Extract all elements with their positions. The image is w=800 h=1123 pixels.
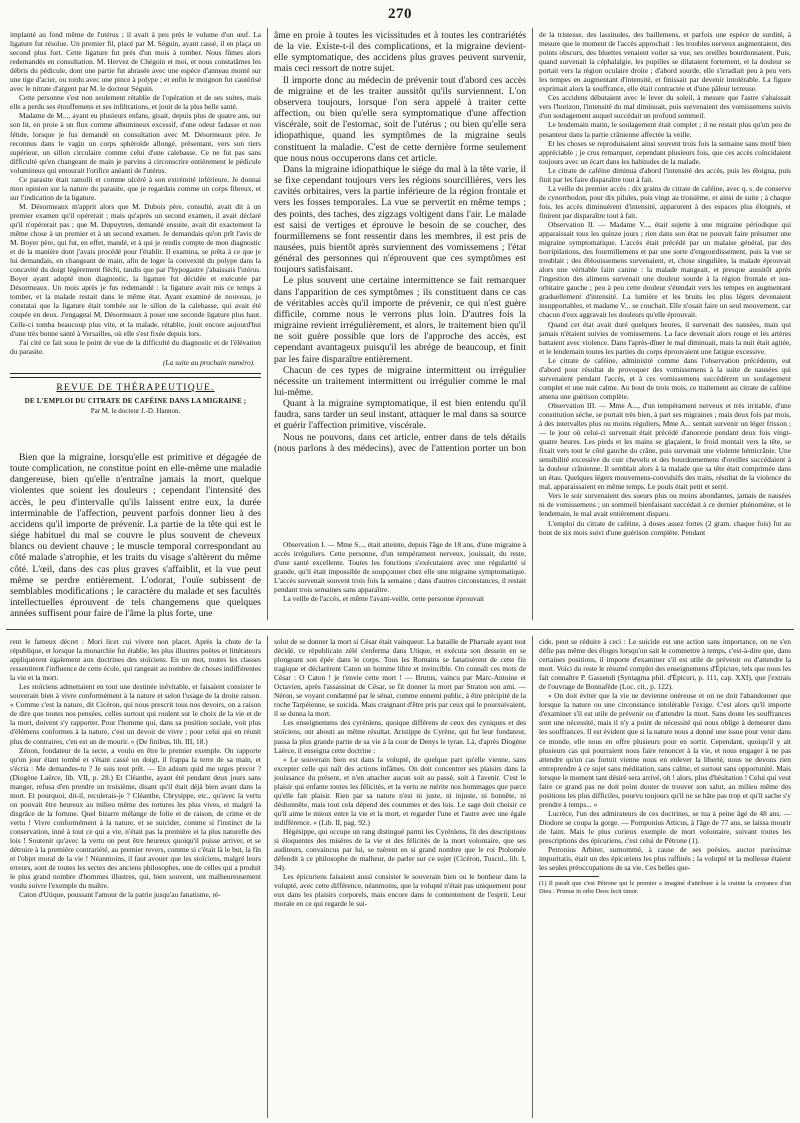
paragraph: Chacun de ces types de migraine intermittent ou irrégulier nécessite un traitement intermittent ou irrégulier comme le mal lui-même. — [274, 364, 526, 398]
paragraph: Hégésippe, qui occupe un rang distingué parmi les Cyrénïens, fit des descriptions si éloquentes des misères de la vie et des félicités de la mort volontaire, que ses auditeurs, convaincus par lui, se tuèrent en si grand nombre que le roi Ptolomée défendit à ce philosophe de malheur, de parler sur ce sujet (Cicéron, Tuscul., lib. I, 34). — [274, 826, 526, 873]
top-column-right — [539, 30, 791, 620]
top-column-middle-observation — [274, 540, 526, 620]
half-page-divider — [6, 629, 794, 630]
column-rule — [267, 28, 268, 620]
paragraph: Madame de M..., ayant eu plusieurs enfans, gisait, depuis plus de quatre ans, sur son lit, en proie à un flux comme albumineux excessif, d'une odeur fadasse et non fétide, lorsque je fus demandé en consultation avec M. Désormeaux père. Je reconnus dans le vagin un corps sphéroïde allongé, présentant, vers son tiers supérieur, un sillon circulaire comme celui d'une calebasse. Ce ne fut pas sans difficulté qu'en changeant de main je parvins à circonscrire entièrement le pédicule volumineux qui entourait l'orifice anéanti de l'utérus. — [10, 111, 261, 175]
paragraph: Le lendemain matin, le soulagement était complet ; il ne restait plus qu'un peu de pesanteur dans la partie crânienne affectée la veille. — [539, 120, 791, 139]
paragraph: J'ai cité ce fait sous le point de vue de la difficulté du diagnostic et de l'élévation du parasite. — [10, 337, 261, 356]
article-author: Par M. le docteur J.-D. Hannon. — [90, 406, 181, 415]
paragraph: Bien que la migraine, lorsqu'elle est primitive et dégagée de toute complication, ne constitue point en elle-même une maladie dangereuse, bien qu'elle n'entraîne jamais la mort, quelque violentes que soient les douleurs ; cependant l'intensité des accès, le peu d'intervalle qu'ils laissent entre eux, la durée interminable de l'affection, peuvent parfois donner lieu à des accidens qu'il importe de prévenir. La partie de la tête qui est le siége habituel du mal se couvre le plus souvent de cheveux blancs ou devient chauve ; le muscle temporal correspondant au côté malade s'atrophie, et les traits du visage s'altèrent du même côté. L'œil, dans des cas plus graves s'affaiblit, et la vue peut même se perdre entièrement. L'odorat, l'ouïe subissent de semblables modifications ; le caractère du malade et ses facultés intellectuelles éprouvent de tels changemens que quelques années suffisent pour faire de l'âme la plus forte, une — [10, 452, 261, 620]
bottom-column-right — [539, 637, 791, 1117]
paragraph: Les épicuriens faisaient aussi consister le souverain bien ou le bonheur dans la volupté, avec cette différence, néanmoins, que la volupté n'était pas uniquement pour eux dans les plaisirs corporels, mais encore dans le contentement de l'esprit. Leur morale en ce qui regarde le sui- — [274, 872, 526, 909]
paragraph: Caton d'Utique, poussant l'amour de la patrie jusqu'au fanatisme, ré- — [19, 890, 221, 900]
section-divider — [10, 373, 261, 378]
paragraph: Nous ne pouvons, dans cet article, entrer dans de tels détails (nous parlons à des médecins), avec de l'attention porter un bon — [274, 431, 526, 454]
paragraph: Observation II. — Madame V..., était sujette à une migraine périodique qui apparaissait tous les quinze jours ; rien dans son état ne pouvait faire présumer une migraine symptomatique. L'accès était précédé par un malaise général, par des horripilations, des fourmillemens et par une sorte d'engourdissement, puis la vue se troublait ; des éblouissemens survenaient, et, chose singulière, la malade éprouvait alors une véritable faim canine : la malade mangeait, et presque aussitôt après l'ingestion des alimens survenait une douleur sourde à la région frontale et sus-orbitaire gauche ; peu à peu cette douleur s'étendait vers les tempes en augmentant graduellement d'intensité. La lumière et les bruits les plus légers devenaient insupportables, et madame V... se couchait. Elle n'osait faire un seul mouvement, car chacun d'eux aggravait les douleurs qu'elle éprouvait. — [539, 219, 791, 320]
paragraph: Ces accidens débutaient avec le lever du soleil, à mesure que l'astre s'abaissait vers l'horizon, l'intensité du mal diminuait, puis survenaient des vomissemens suivis d'un soulagement auquel succédait un profond sommeil. — [539, 93, 791, 121]
page-number: 270 — [388, 6, 412, 22]
top-column-left-article — [10, 452, 261, 620]
paragraph: L'emploi du citrate de caféine, à doses assez fortes (2 gram. chaque fois) fut au bout de six mois suivi d'une guérison complète. Pendant — [539, 518, 791, 537]
paragraph: Le plus souvent une certaine intermittence se fait remarquer dans l'apparition de ces symptômes ; ils constituent dans ce cas de véritables accès qu'il importe de prévenir, ce qui n'est guère difficile, comme nous le verrons plus loin. D'autres fois la migraine revient irrégulièrement, et alors, le traitement bien qu'il ne soit guère possible que lors de l'approche des accès, est cependant avantageux puisqu'il les abrége de beaucoup, et finit par les faire disparaître entièrement. — [274, 275, 526, 365]
paragraph: Les enseignemens des cyrénïens, quoique différens de ceux des cyniques et des stoïciens, ont abouti au même résultat. Aristippe de Cyrène, qui fut leur fondateur, passa la plus grande partie de sa vie à la cour de Denys le tyran. Là, d'après Diogène Laërce, il enseigna cette doctrine : — [274, 718, 526, 755]
paragraph: « Le souverain bien est dans la volupté, de quelque part qu'elle vienne, sans excepter celle qui naît des actions infâmes. On doit concentrer ses plaisirs dans la jouissance du présent, et n'en attacher aucun soit au passé, soit à l'avenir. C'est le plaisir qui enfante toutes les félicités, et la vertu ne mérite nos hommages que parce qu'elle fait plaisir. Rien par sa nature n'est ni juste, ni injuste, ni honnête, ni déshonnête, mais tout cela dépend des coutumes et des lois. Le sage doit choisir ce qu'il aime le mieux entre la vie et la mort, et regarder l'une et l'autre avec une égale indifférence. » (Lib. II, pag. 92.) — [274, 754, 526, 827]
footnote: (1) Il paraît que c'est Pétrone qui le premier a imaginé d'attribuer à la crainte la croyance d'un Dieu : Primus in orbe Deos fecit timor. — [539, 880, 791, 896]
section-heading: REVUE DE THÉRAPEUTIQUE. — [56, 381, 215, 393]
paragraph: Et les choses se reproduisaient ainsi souvent trois fois la semaine sans motif bien appréciable ; je crus remarquer, cependant plusieurs fois, que ces accès coïncidaient toujours avec un écart dans les habitudes de la malade. — [539, 138, 791, 166]
continuation-note: (La suite au prochain numéro). — [162, 357, 255, 367]
paragraph: Les stoïciens admettaient en tout une destinée inévitable, et faisaient consister le souverain bien à vivre conformément à la nature et selon l'usage de la droite raison. « Comme c'est la nature, dit Cicéron, qui nous prescrit tous nos devoirs, on a raison de dire que toutes nos pensées, celles surtout qui roulent sur le choix de la vie et de la mort, doivent s'y rapporter. Pour l'homme qui, dans sa position sociale, voit plus d'élémens conformes à la nature, c'est un devoir de vivre ; pour celui qui en réunit plus de contraires, c'en est un de mourir. » (De finibus, lib. III, 18.) — [10, 682, 261, 746]
paragraph: Cette personne s'est non seulement rétablie de l'opération et de ses suites, mais elle a perdu ses étouffemens et ses infiltrations, et jouit de la plus belle santé. — [10, 93, 261, 112]
paragraph: de la tristesse, des lassitudes, des baillemens, et parfois une espèce de surdité, à mesure que le moment de l'accès approchait : les troubles nerveux augmentaient, des points obscurs, des bluettes venaient voiler sa vue, ses oreilles bourdonnaient. Puis, quand survenait la céphalalgie, les pupilles se dilataient fortement, et la douleur se portait vers la région oculaire droite ; d'abord sourde, elle s'irradiait peu à peu vers les tempes en augmentant d'intensité, et finissait par devenir intolérable. La figure exprimait alors la souffrance, elle était contractée et d'une pâleur terreuse. — [539, 30, 791, 94]
footnote-rule — [539, 876, 599, 877]
paragraph: M. Désormeaux m'apprit alors que M. Dubois père, consulté, avait dit à un premier examen qu'il opérerait ; mais qu'après un second examen, il avait déclaré qu'il n'opérerait pas ; que M. Dupuytren, demandé ensuite, avait dit exactement la même chose à un premier et à un second examen. Je demandais qu'on prît l'avis de M. Boyer père, qui fut, en effet, mandé, et à qui je rendis compte de mon diagnostic et de la manière dont j'avais procédé pour l'établir. Il examina, se prêta à ce que je lui demandais, en changeant de main, afin de loger la convexité du polype dans la concavité du doigt légèrement fléchi, tandis que par l'hypogastre j'abaissais l'utérus. Boyer ayant adopté mon diagnostic, la ligature fut décidée et exécutée par Désormeaux. Un mois après je fus redemandé : la ligature avait mis ce temps à tomber, et la malade restait dans le même état. Ayant examiné de nouveau, je constatai que la ligature était tombée sur le sillon de la calebasse, qui avait été coupée en deux. J'engageai M. Désormeaux à poser une seconde ligature plus haut. Celle-ci tomba beaucoup plus vite, et la malade, rétablie, jouit encore aujourd'hui d'une très bonne santé à Versailles, où elle s'est fixée depuis lors. — [10, 201, 261, 338]
paragraph: solut de se donner la mort si César était vainqueur. La bataille de Pharsale ayant tout décidé, ce républicain zélé s'enferma dans Utique, et exécuta son dessein en se plongeant son épée dans le corps. Tous les Romains se fanatisèrent de cette fin tragique et déclarèrent Caton un homme libre et invincible. On connaît ces mots de César : O Caton ! je t'envie cette mort ! — Brutus, vaincu par Marc-Antoine et Octavien, après l'assassinat de César, se fit donner la mort par Straton son ami. — Néron, se voyant condamné par le sénat, comme ennemi public, à être précipité de la roche Tarpéienne, se suicida. Mais craignant d'être pris par ceux qui le poursuivaient, il se donna la mort. — [274, 637, 526, 719]
bottom-column-left — [10, 637, 261, 1117]
article-title: DE L'EMPLOI DU CITRATE DE CAFÉINE DANS LA MIGRAINE ; — [24, 396, 247, 405]
paragraph: âme en proie à toutes les vicissitudes et à toutes les contrariétés de la vie. Existe-t-il des complications, et la migraine devient-elle symptomatique, des accidens plus graves peuvent survenir, mais ceci ressort de notre sujet. — [274, 30, 526, 75]
paragraph: Ce parasite était ramolli et comme ulcéré à son extrémité inférieure. Je donnai mon opinion sur la nature du parasite, que je regardais comme un corps fibreux, et sur l'indication de la ligature. — [10, 174, 261, 202]
paragraph: Quant à la migraine symptomatique, il est bien entendu qu'il faudra, sans tarder un seul instant, attaquer le mal dans sa source et guérir l'affection primitive, viscérale. — [274, 398, 526, 432]
column-rule — [532, 636, 533, 1118]
paragraph: Zénon, fondateur de la secte, a voulu en être le premier exemple. On rapporte qu'un jour étant tombé et s'étant cassé un doigt, il frappa la terre de sa main, et s'écria : Me demandes-tu ? Je suis tout prêt. — En adsum quid me urges precor ? (Diogène Laërce, lib. VII, p. 28.) Et Cléanthe, ayant été pendant deux jours sans manger, refusa d'en prendre un troisième, disant qu'il était déjà bien avant dans la mort. Et pourquoi, dit-il, reculerais-je ? Cléanthe, Chrysippe, etc., qu'avec la vertu on pouvait être heureux au milieu même des tortures les plus vives, et malgré la disgrâce de la fortune. Quel bizarre mélange de folie et de raison, de crime et de vertu ! Vivre conformément à la nature, et se suicider, comme si l'instinct de la conservation, inné à tout ce qui a vie, n'était pas la première et la plus naturelle des lois ! Soutenir qu'avec la vertu on peut être heureux quoiqu'il puisse arriver, et se détruire à la première contrariété, au premier revers, comme si c'était là le but, la fin et l'objet moral de la vie ! Néanmoins, il faut avouer que les stoïciens, malgré leurs erreurs, sont de toutes les sectes des anciens philosophes, une de celles qui a produit le plus grand nombre d'hommes illustres, qui, bien souvent, ont malheureusement voulu suivre l'exemple du maître. — [10, 745, 261, 891]
bottom-column-middle — [274, 637, 526, 1117]
paragraph: La veille de l'accès, et même l'avant-veille, cette personne éprouvait — [283, 594, 485, 604]
column-rule — [267, 636, 268, 1118]
paragraph: Il importe donc au médecin de prévenir tout d'abord ces accès de migraine et de les traiter aussitôt qu'ils surviennent. L'on observera toujours, lorsque l'on sera appelé à traiter cette affection, ou bien qu'elle sera symptomatique d'une affection viscérale, soit de l'estomac, soit de l'utérus ; ou bien qu'elle sera idiopathique, quand les symptômes de la migraine seuls constituent la maladie. C'est de cette dernière forme seulement que nous nous occuperons dans cet article. — [274, 74, 526, 164]
paragraph: Petronius Arbiter, surnommé, à cause de ses poésies, auctor purissimæ impuritatis, était un des épicuriens les plus raffinés ; la volupté et la mollesse étaient les seules préoccupations de sa vie. Ces belles que- — [539, 845, 791, 873]
paragraph: Quand cet état avait duré quelques heures, il survenait des nausées, mais qui jamais n'étaient suivies de vomissemens. La face devenait alors rouge et les artères battaient avec violence. Dans l'après-dîner le mal diminuait, mais la nuit était agitée, et le lendemain toutes les parties du corps éprouvaient une fatigue excessive. — [539, 319, 791, 356]
paragraph: cide, peut se réduire à ceci : Le suicide est une action sans importance, on ne s'en défie pas même des éloges lorsqu'on sait le commettre à temps, c'est-à-dire que, dans certaines positions, il importe d'examiner s'il est utile de prévenir ou d'attendre la mort. Voici du reste le résumé complet des enseignemens d'Épicure, tels que nous les fait connaître P. Gassendi (Syntagma phil. d'Épicuri, p. 111, cap. XXI), que j'extrais de l'ouvrage de Bonnafède (Loc. cit., p. 122). — [539, 637, 791, 692]
paragraph: Le citrate de caféine diminua d'abord l'intensité des accès, puis les éloigna, puis finit par les faire disparaître tout à fait. — [539, 165, 791, 184]
paragraph: « On doit éviter que la vie ne devienne onéreuse et on ne doit l'abandonner que lorsque la nature ou une circonstance intolérable l'exige. C'est alors qu'il importe d'examiner s'il est utile de prévenir ou d'attendre la mort. Sans doute les souffrances sont une nécessité, mais il n'y a point de nécessité qui nous oblige à demeurer dans les souffrances. Il est évident que si la nature nous a donné une issue pour venir dans ce monde, elle nous en offre plusieurs pour en sortir. Cependant, quoiqu'il y ait plusieurs cas qui pourraient nous faire renoncer à la vie, et nous engager à ne pas attendre qu'un cas fortuit vienne nous en enlever la liberté, nous ne devons rien entreprendre à ce sujet sans méditation, sans calme, et surtout sans opportunité. Mais lorsque le moment tant désiré sera arrivé, oh ! alors, plus d'hésitation ! Celui qui veut faire ce grand pas ne doit point douter de trouver son salut, au milieu même des positions les plus difficiles, pourvu toujours qu'il ne se hâte pas trop et qu'il sache s'y prendre à temps... » — [539, 691, 791, 809]
paragraph: Vers le soir survenaient des sueurs plus ou moins abondantes, jamais de nausées ni de vomissemens ; un sommeil bienfaisant succédait à ce dernier phénomène, et le lendemain, le mal avait entièrement disparu. — [539, 491, 791, 519]
column-rule — [532, 28, 533, 620]
paragraph: Lucrèce, l'un des admirateurs de ces doctrines, se tua à peine âgé de 48 ans. — Diodore se coupa la gorge. — Pomponius Atticus, à l'âge de 77 ans, se laissa mourir de faim. Mais le plus curieux exemple de mort volontaire, suivant toutes les prescriptions des épicuriens, c'est celui de Pétrone (1). — [539, 808, 791, 846]
paragraph: La veille du premier accès : dix grains de citrate de caféine, avec q. s. de conserve de cynorrhodon, pour dix pilules, puis vingt au troisième, et ainsi de suite ; à chaque fois, les accès diminuèrent d'intensité, apparurent à des espaces plus éloignés, et finirent par disparaître tout à fait. — [539, 183, 791, 220]
paragraph: Observation III. — Mme A..., d'un tempérament nerveux et très irritable, d'une constitution sèche, se portait très bien, à part ses migraines ; mais deux fois par mois, à des intervalles plus ou moins réguliers, Mme A... sentait survenir un léger frisson ; — le jour où celui-ci survenait était précédé d'anorexie pendant deux fois vingt-quatre heures. Les pieds et les mains se glaçaient, le froid montait vers la tête, se fixait vers tout le côté gauche du crâne, puis survenait une violente hémicrânie. Une sensibilité excessive du cuir chevelu et des bourdonnemens d'oreilles succédaient à la douleur crânienne. Il semblait alors à la malade que sa tête était comprimée dans un étau. Quelques légers mouvemens-convulsifs des traits, résultat de la violence du mal, apparaissaient en même temps. Le pouls était petit et serré. — [539, 400, 791, 492]
paragraph: Dans la migraine idiopathique le siége du mal à la tête varie, il se fixe cependant toujours vers les régions sourcillières, vers les cavités orbitaires, vers la partie inférieure de la région frontale et vers les fosses temporales. La vue se pervertit en même temps ; des points, des taches, des zigzags voltigent dans l'air. Le malade est saisi de vertiges et éprouve le besoin de se coucher, des fourmillemens se font ressentir dans les membres, il est pris de nausées, puis bientôt après surviennent des vomissemens ; l'état général des personnes qui n'éprouvent que ces symptômes est toujours satisfaisant. — [274, 163, 526, 276]
paragraph: implanté au fond même de l'utérus ; il avait à peu près le volume d'un œuf. La ligature fut résolue. Un premier fil, placé par M. Séguin, ayant cassé, il en plaça un second plus fort. Cette ligature fut prés d'un mois à tomber. Nous fûmes alors redemandés en consultation. M. Hervez de Chégoin et moi, et nous constatâmes les débris du pédicule, dont une partie fut abrasée avec une espèce d'anneau monté sur une tige d'acier, ou tordu avec une pince à polype ; et enfin le moignon fut cautérisé avec le nitrate d'argent par M. le docteur Séguin. — [10, 30, 261, 94]
paragraph: Observation I. — Mme S..., était atteinte, depuis l'âge de 18 ans, d'une migraine à accès irréguliers. Cette personne, d'un tempérament nerveux, jouissait, du reste, d'une santé excellente. Toutes les fonctions s'exécutaient avec une régularité si grande, qu'il était impossible de soupçonner chez elle une migraine symptomatique. L'accès survenait souvent trois fois la semaine ; dans d'autres circonstances, il restait pendant trois semaines sans apparaître. — [274, 540, 526, 595]
paragraph: Le citrate de caféine, administré comme dans l'observation précédente, eut d'abord pour résultat de provoquer des vomissemens à la suite de nausées qui survenaient pendant l'accès, et à ces vomissemens succédèrent un soulagement complet et une nuit calme. Au bout de trois mois, ce traitement au citrate de caféine amena une guérison complète. — [539, 355, 791, 401]
top-column-middle — [274, 30, 526, 454]
paragraph: rent le fameux décret : Mori licet cui vivere non placet. Après la chute de la république, et lorsque la monarchie fut établie, les plus illustres poètes et littérateurs appliquèrent également aux doctrines des stoïciens. En un mot, toutes les classes ressentirent l'influence de cette école, qui rangeait au nombre de choses indifférentes la vie et la mort. — [10, 637, 261, 683]
